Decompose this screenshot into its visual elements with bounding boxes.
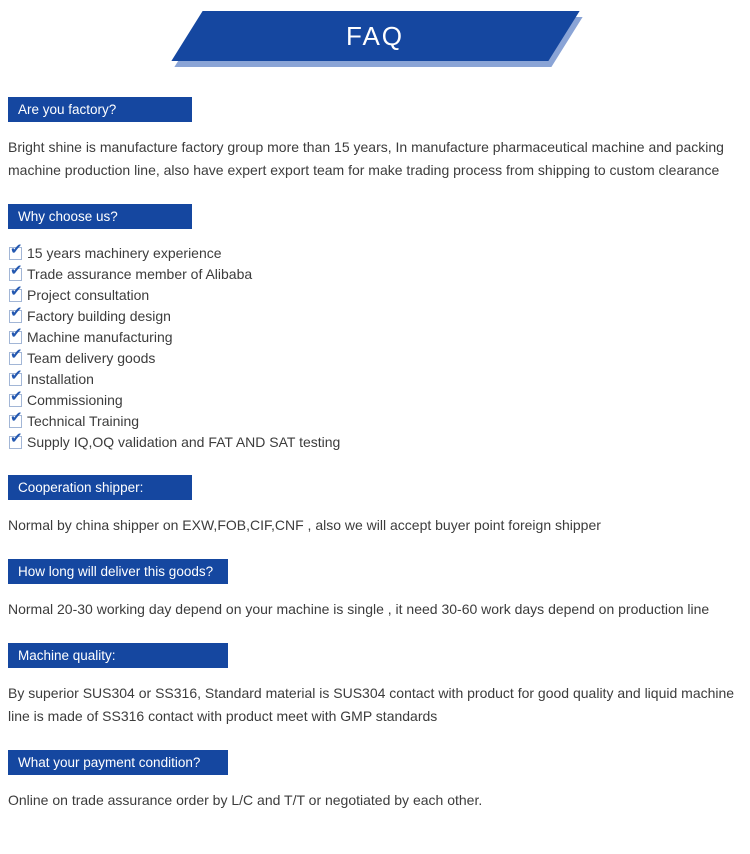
faq-page <box>0 11 750 812</box>
paragraph-delivery-time: Normal 20-30 working day depend on your machine is single , it need 30-60 work days depend on production line <box>8 601 710 617</box>
checked-checkbox-icon <box>9 430 23 449</box>
checklist-item-label: Supply IQ,OQ validation and FAT AND SAT testing <box>27 434 341 450</box>
paragraph-cooperation-shipper: Normal by china shipper on EXW,FOB,CIF,CNF , also we will accept buyer point foreign shipper <box>8 517 601 533</box>
checked-checkbox-icon <box>9 283 23 302</box>
checked-checkbox-icon <box>9 367 23 386</box>
checklist-item <box>9 390 742 411</box>
checklist-item <box>9 306 742 327</box>
section-heading-cooperation-shipper: Cooperation shipper: <box>8 475 192 500</box>
check-icon: ✔ <box>10 388 23 405</box>
checked-checkbox-icon <box>9 388 23 407</box>
checked-checkbox-icon <box>9 346 23 365</box>
checklist-item-label: 15 years machinery experience <box>27 245 222 261</box>
checklist-item <box>9 369 742 390</box>
faq-banner-face <box>171 11 579 61</box>
check-icon: ✔ <box>10 304 23 321</box>
checklist-item-label: Installation <box>27 371 94 387</box>
checklist-item-label: Trade assurance member of Alibaba <box>27 266 253 282</box>
check-icon: ✔ <box>10 367 23 384</box>
checklist-item-label: Team delivery goods <box>27 350 156 366</box>
checklist-item-label: Machine manufacturing <box>27 329 173 345</box>
check-icon: ✔ <box>10 346 23 363</box>
paragraph-are-you-factory: Bright shine is manufacture factory group more than 15 years, In manufacture pharmaceutical machine and packing machine production line, also have expert export team for make trading process from shipping to custom clearance <box>8 139 724 178</box>
faq-banner-title: FAQ <box>345 21 404 51</box>
check-icon: ✔ <box>10 262 23 279</box>
faq-banner <box>187 11 564 61</box>
section-heading-delivery-time: How long will deliver this goods? <box>8 559 228 584</box>
checked-checkbox-icon <box>9 325 23 344</box>
checklist-item <box>9 243 742 264</box>
paragraph-payment-condition: Online on trade assurance order by L/C and T/T or negotiated by each other. <box>8 792 483 808</box>
check-icon: ✔ <box>10 241 23 258</box>
check-icon: ✔ <box>10 325 23 342</box>
checklist-item-label: Project consultation <box>27 287 150 303</box>
checked-checkbox-icon <box>9 304 23 323</box>
check-icon: ✔ <box>10 430 23 447</box>
why-choose-us-checklist <box>9 243 742 453</box>
checklist-item-label: Technical Training <box>27 413 140 429</box>
section-heading-payment-condition: What your payment condition? <box>8 750 228 775</box>
checklist-item-label: Factory building design <box>27 308 171 324</box>
checked-checkbox-icon <box>9 409 23 428</box>
section-heading-why-choose-us: Why choose us? <box>8 204 192 229</box>
checklist-item <box>9 432 742 453</box>
section-heading-are-you-factory: Are you factory? <box>8 97 192 122</box>
checklist-item-label: Commissioning <box>27 392 123 408</box>
paragraph-machine-quality: By superior SUS304 or SS316, Standard material is SUS304 contact with product for good quality and liquid machine line is made of SS316 contact with product meet with GMP standards <box>8 685 735 724</box>
check-icon: ✔ <box>10 409 23 426</box>
section-heading-machine-quality: Machine quality: <box>8 643 228 668</box>
checklist-item <box>9 348 742 369</box>
checked-checkbox-icon <box>9 241 23 260</box>
checklist-item <box>9 264 742 285</box>
checklist-item <box>9 327 742 348</box>
check-icon: ✔ <box>10 283 23 300</box>
checked-checkbox-icon <box>9 262 23 281</box>
checklist-item <box>9 411 742 432</box>
checklist-item <box>9 285 742 306</box>
